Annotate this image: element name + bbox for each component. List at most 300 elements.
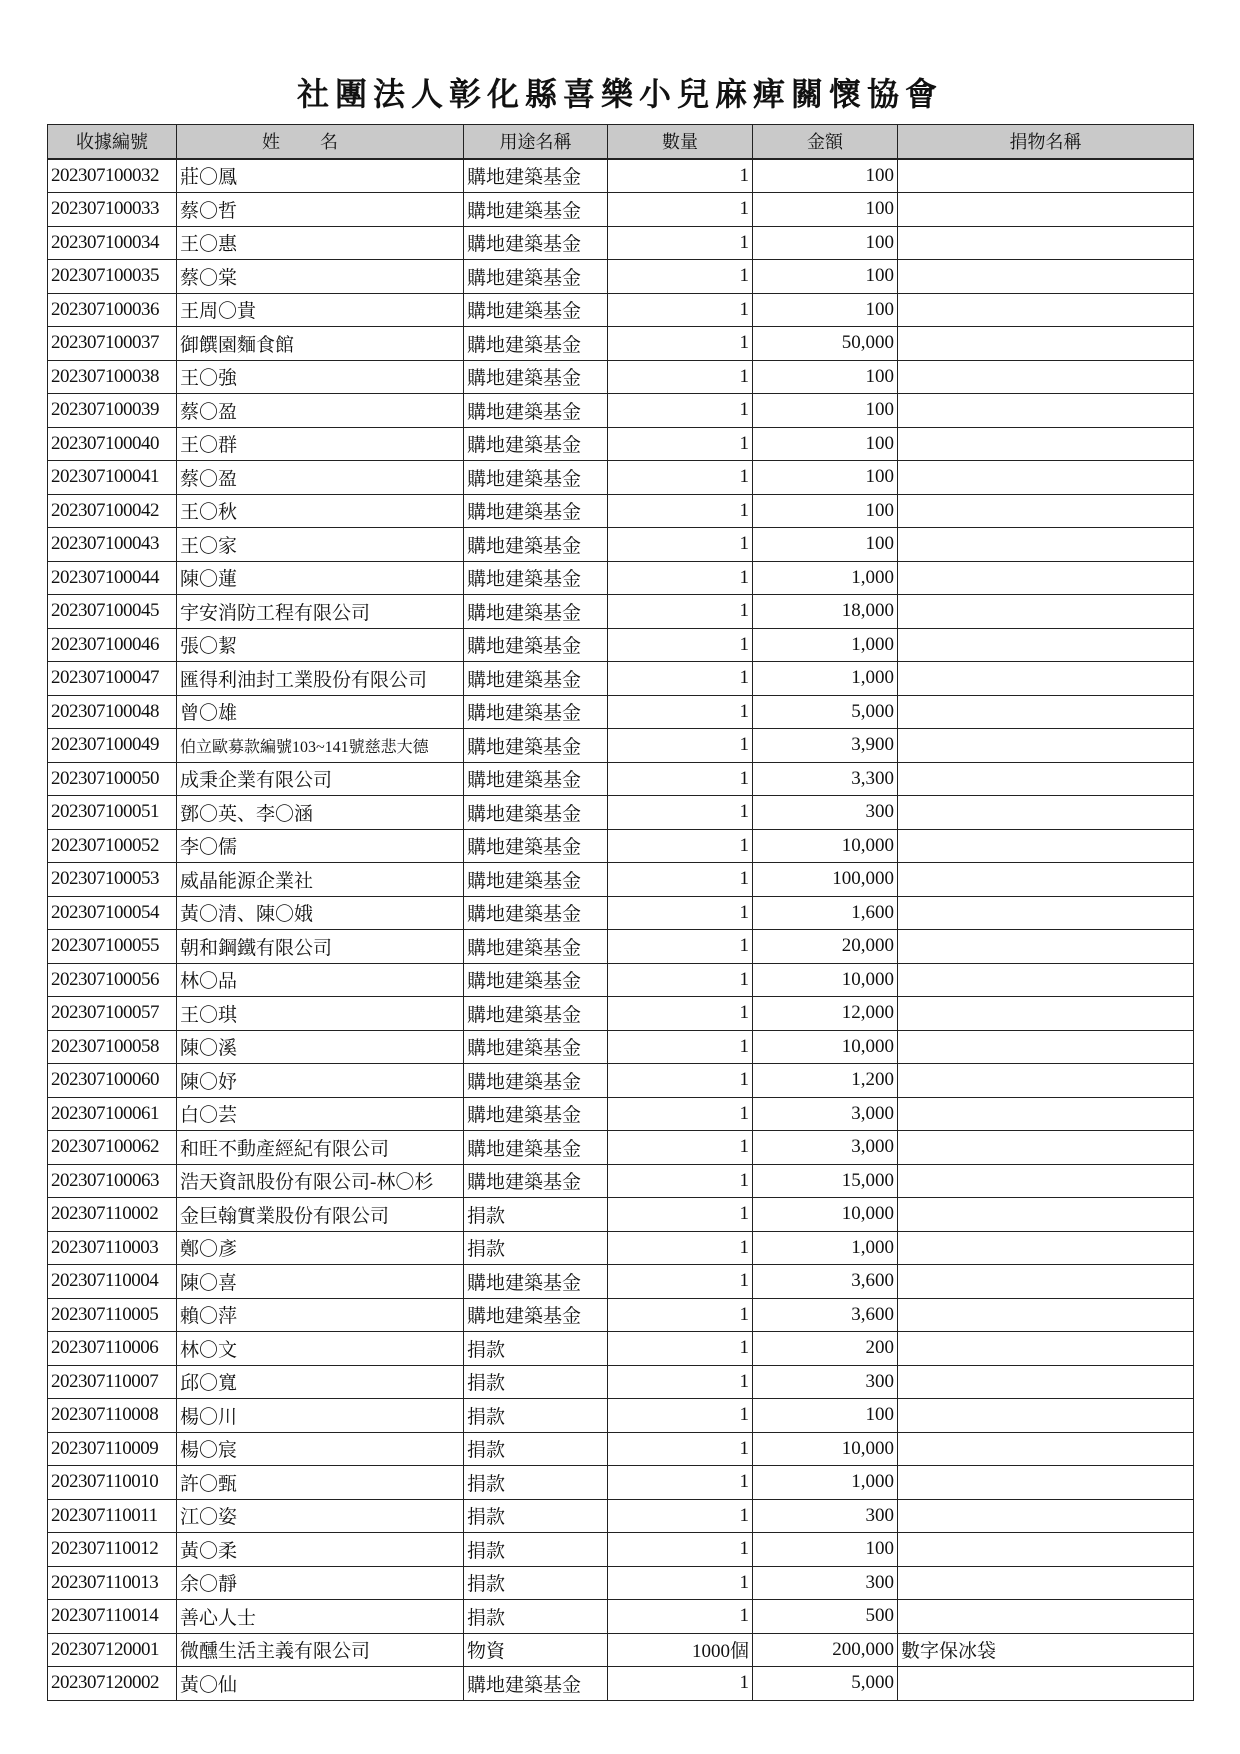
table-row [48, 1432, 1194, 1466]
table-row [48, 427, 1194, 461]
amount-cell: 5,000 [753, 695, 898, 729]
table-row [48, 628, 1194, 662]
quantity-cell: 1 [608, 1399, 753, 1433]
donor-name-cell: 白〇芸 [177, 1097, 464, 1131]
donor-name-cell: 楊〇川 [177, 1399, 464, 1433]
item-name-cell [898, 561, 1194, 595]
item-name-cell [898, 695, 1194, 729]
quantity-cell: 1 [608, 829, 753, 863]
donor-name-cell: 莊〇鳳 [177, 159, 464, 193]
item-name-cell: 數字保冰袋 [898, 1633, 1194, 1667]
table-row [48, 1466, 1194, 1500]
amount-cell: 12,000 [753, 997, 898, 1031]
item-name-cell [898, 829, 1194, 863]
table-row [48, 1332, 1194, 1366]
item-name-cell [898, 1533, 1194, 1567]
item-name-cell [898, 729, 1194, 763]
quantity-cell: 1 [608, 293, 753, 327]
donor-name-cell: 王〇秋 [177, 494, 464, 528]
donor-name-cell: 余〇靜 [177, 1566, 464, 1600]
quantity-cell: 1 [608, 695, 753, 729]
receipt-no-cell: 202307100056 [48, 963, 177, 997]
receipt-no-cell: 202307100058 [48, 1030, 177, 1064]
receipt-no-cell: 202307100052 [48, 829, 177, 863]
item-name-cell [898, 260, 1194, 294]
item-name-cell [898, 1265, 1194, 1299]
donor-name-cell: 黃〇清、陳〇娥 [177, 896, 464, 930]
quantity-cell: 1 [608, 1164, 753, 1198]
receipt-no-cell: 202307100038 [48, 360, 177, 394]
amount-cell: 1,000 [753, 662, 898, 696]
table-row [48, 1566, 1194, 1600]
table-header-row [48, 125, 1194, 159]
item-name-cell [898, 1198, 1194, 1232]
item-name-cell [898, 1131, 1194, 1165]
amount-cell: 100 [753, 226, 898, 260]
table-row [48, 494, 1194, 528]
table-row [48, 260, 1194, 294]
quantity-cell: 1 [608, 494, 753, 528]
item-name-cell [898, 528, 1194, 562]
donor-name-cell: 和旺不動產經紀有限公司 [177, 1131, 464, 1165]
receipt-no-cell: 202307100033 [48, 193, 177, 227]
header-purpose: 用途名稱 [464, 125, 608, 159]
item-name-cell [898, 1432, 1194, 1466]
table-row [48, 159, 1194, 193]
donor-name-cell: 楊〇宸 [177, 1432, 464, 1466]
table-row [48, 1365, 1194, 1399]
purpose-cell: 購地建築基金 [464, 729, 608, 763]
header-amount: 金額 [753, 125, 898, 159]
donor-name-cell: 林〇文 [177, 1332, 464, 1366]
donor-name-cell: 成秉企業有限公司 [177, 762, 464, 796]
receipt-no-cell: 202307110010 [48, 1466, 177, 1500]
table-body [48, 159, 1194, 1701]
quantity-cell: 1 [608, 360, 753, 394]
item-name-cell [898, 494, 1194, 528]
donor-name-cell: 御饌園麵食館 [177, 327, 464, 361]
item-name-cell [898, 1600, 1194, 1634]
receipt-no-cell: 202307100051 [48, 796, 177, 830]
receipt-no-cell: 202307100036 [48, 293, 177, 327]
purpose-cell: 購地建築基金 [464, 528, 608, 562]
receipt-no-cell: 202307110013 [48, 1566, 177, 1600]
amount-cell: 10,000 [753, 1030, 898, 1064]
donor-name-cell: 蔡〇盈 [177, 394, 464, 428]
donation-table [47, 124, 1194, 1701]
amount-cell: 18,000 [753, 595, 898, 629]
receipt-no-cell: 202307110002 [48, 1198, 177, 1232]
quantity-cell: 1 [608, 1030, 753, 1064]
receipt-no-cell: 202307100062 [48, 1131, 177, 1165]
receipt-no-cell: 202307100061 [48, 1097, 177, 1131]
receipt-no-cell: 202307120002 [48, 1667, 177, 1701]
purpose-cell: 購地建築基金 [464, 896, 608, 930]
receipt-no-cell: 202307100044 [48, 561, 177, 595]
item-name-cell [898, 963, 1194, 997]
purpose-cell: 捐款 [464, 1499, 608, 1533]
purpose-cell: 購地建築基金 [464, 1131, 608, 1165]
table-row [48, 1499, 1194, 1533]
amount-cell: 100 [753, 1533, 898, 1567]
receipt-no-cell: 202307100035 [48, 260, 177, 294]
quantity-cell: 1 [608, 1131, 753, 1165]
quantity-cell: 1 [608, 963, 753, 997]
quantity-cell: 1 [608, 427, 753, 461]
table-row [48, 561, 1194, 595]
donor-name-cell: 蔡〇盈 [177, 461, 464, 495]
item-name-cell [898, 1365, 1194, 1399]
quantity-cell: 1 [608, 1097, 753, 1131]
item-name-cell [898, 863, 1194, 897]
purpose-cell: 購地建築基金 [464, 193, 608, 227]
purpose-cell: 購地建築基金 [464, 662, 608, 696]
donor-name-cell: 賴〇萍 [177, 1298, 464, 1332]
receipt-no-cell: 202307110008 [48, 1399, 177, 1433]
donor-name-cell: 陳〇溪 [177, 1030, 464, 1064]
quantity-cell: 1 [608, 595, 753, 629]
amount-cell: 100 [753, 528, 898, 562]
receipt-no-cell: 202307100048 [48, 695, 177, 729]
receipt-no-cell: 202307100060 [48, 1064, 177, 1098]
amount-cell: 1,000 [753, 1466, 898, 1500]
table-row [48, 1198, 1194, 1232]
purpose-cell: 捐款 [464, 1600, 608, 1634]
purpose-cell: 捐款 [464, 1332, 608, 1366]
receipt-no-cell: 202307110012 [48, 1533, 177, 1567]
item-name-cell [898, 997, 1194, 1031]
amount-cell: 3,600 [753, 1265, 898, 1299]
donor-name-cell: 王〇琪 [177, 997, 464, 1031]
donor-name-cell: 王〇強 [177, 360, 464, 394]
purpose-cell: 捐款 [464, 1198, 608, 1232]
quantity-cell: 1 [608, 1064, 753, 1098]
item-name-cell [898, 796, 1194, 830]
donor-name-cell: 蔡〇哲 [177, 193, 464, 227]
purpose-cell: 捐款 [464, 1399, 608, 1433]
donor-name-cell: 李〇儒 [177, 829, 464, 863]
receipt-no-cell: 202307100043 [48, 528, 177, 562]
amount-cell: 200,000 [753, 1633, 898, 1667]
purpose-cell: 購地建築基金 [464, 494, 608, 528]
item-name-cell [898, 628, 1194, 662]
item-name-cell [898, 193, 1194, 227]
amount-cell: 3,000 [753, 1131, 898, 1165]
table-row [48, 1131, 1194, 1165]
donor-name-cell: 張〇絜 [177, 628, 464, 662]
receipt-no-cell: 202307110005 [48, 1298, 177, 1332]
quantity-cell: 1 [608, 896, 753, 930]
receipt-no-cell: 202307110009 [48, 1432, 177, 1466]
purpose-cell: 購地建築基金 [464, 628, 608, 662]
donor-name-cell: 浩天資訊股份有限公司-林〇杉 [177, 1164, 464, 1198]
table-row [48, 796, 1194, 830]
receipt-no-cell: 202307100040 [48, 427, 177, 461]
purpose-cell: 捐款 [464, 1533, 608, 1567]
quantity-cell: 1 [608, 729, 753, 763]
purpose-cell: 購地建築基金 [464, 829, 608, 863]
donor-name-cell: 伯立歐募款編號103~141號慈悲大德 [177, 729, 464, 763]
amount-cell: 1,600 [753, 896, 898, 930]
amount-cell: 50,000 [753, 327, 898, 361]
receipt-no-cell: 202307100047 [48, 662, 177, 696]
receipt-no-cell: 202307100039 [48, 394, 177, 428]
header-item-name: 捐物名稱 [898, 125, 1194, 159]
receipt-no-cell: 202307110004 [48, 1265, 177, 1299]
donor-name-cell: 微醺生活主義有限公司 [177, 1633, 464, 1667]
table-row [48, 762, 1194, 796]
table-row [48, 528, 1194, 562]
item-name-cell [898, 1332, 1194, 1366]
purpose-cell: 購地建築基金 [464, 1064, 608, 1098]
amount-cell: 100 [753, 293, 898, 327]
receipt-no-cell: 202307110011 [48, 1499, 177, 1533]
table-row [48, 293, 1194, 327]
item-name-cell [898, 1399, 1194, 1433]
quantity-cell: 1 [608, 260, 753, 294]
item-name-cell [898, 762, 1194, 796]
table-row [48, 226, 1194, 260]
purpose-cell: 購地建築基金 [464, 1667, 608, 1701]
donor-name-cell: 陳〇蓮 [177, 561, 464, 595]
item-name-cell [898, 595, 1194, 629]
table-row [48, 1064, 1194, 1098]
quantity-cell: 1 [608, 394, 753, 428]
donor-name-cell: 王〇家 [177, 528, 464, 562]
item-name-cell [898, 896, 1194, 930]
header-quantity: 數量 [608, 125, 753, 159]
table-row [48, 1533, 1194, 1567]
amount-cell: 100 [753, 394, 898, 428]
purpose-cell: 購地建築基金 [464, 1164, 608, 1198]
item-name-cell [898, 226, 1194, 260]
receipt-no-cell: 202307110007 [48, 1365, 177, 1399]
quantity-cell: 1 [608, 1231, 753, 1265]
donor-name-cell: 王〇惠 [177, 226, 464, 260]
amount-cell: 300 [753, 1499, 898, 1533]
table-row [48, 1164, 1194, 1198]
receipt-no-cell: 202307100055 [48, 930, 177, 964]
item-name-cell [898, 394, 1194, 428]
receipt-no-cell: 202307100049 [48, 729, 177, 763]
purpose-cell: 購地建築基金 [464, 394, 608, 428]
amount-cell: 1,000 [753, 628, 898, 662]
table-row [48, 595, 1194, 629]
receipt-no-cell: 202307100041 [48, 461, 177, 495]
table-row [48, 829, 1194, 863]
purpose-cell: 購地建築基金 [464, 595, 608, 629]
quantity-cell: 1 [608, 1265, 753, 1299]
quantity-cell: 1 [608, 1600, 753, 1634]
amount-cell: 300 [753, 1365, 898, 1399]
quantity-cell: 1 [608, 796, 753, 830]
purpose-cell: 購地建築基金 [464, 796, 608, 830]
donor-name-cell: 金巨翰實業股份有限公司 [177, 1198, 464, 1232]
purpose-cell: 物資 [464, 1633, 608, 1667]
table-row [48, 695, 1194, 729]
purpose-cell: 購地建築基金 [464, 260, 608, 294]
table-row [48, 1600, 1194, 1634]
quantity-cell: 1 [608, 1566, 753, 1600]
amount-cell: 20,000 [753, 930, 898, 964]
item-name-cell [898, 293, 1194, 327]
receipt-no-cell: 202307100045 [48, 595, 177, 629]
amount-cell: 10,000 [753, 829, 898, 863]
quantity-cell: 1 [608, 1332, 753, 1366]
receipt-no-cell: 202307100054 [48, 896, 177, 930]
item-name-cell [898, 1164, 1194, 1198]
purpose-cell: 購地建築基金 [464, 561, 608, 595]
item-name-cell [898, 1466, 1194, 1500]
amount-cell: 10,000 [753, 963, 898, 997]
receipt-no-cell: 202307100046 [48, 628, 177, 662]
purpose-cell: 捐款 [464, 1365, 608, 1399]
item-name-cell [898, 1030, 1194, 1064]
quantity-cell: 1 [608, 930, 753, 964]
quantity-cell: 1 [608, 662, 753, 696]
amount-cell: 100 [753, 360, 898, 394]
item-name-cell [898, 461, 1194, 495]
item-name-cell [898, 1566, 1194, 1600]
quantity-cell: 1 [608, 628, 753, 662]
item-name-cell [898, 327, 1194, 361]
donor-name-cell: 黃〇仙 [177, 1667, 464, 1701]
table-row [48, 963, 1194, 997]
receipt-no-cell: 202307120001 [48, 1633, 177, 1667]
table-row [48, 896, 1194, 930]
quantity-cell: 1000個 [608, 1633, 753, 1667]
table-row [48, 729, 1194, 763]
purpose-cell: 購地建築基金 [464, 930, 608, 964]
table-row [48, 1633, 1194, 1667]
item-name-cell [898, 427, 1194, 461]
item-name-cell [898, 360, 1194, 394]
table-row [48, 1030, 1194, 1064]
quantity-cell: 1 [608, 159, 753, 193]
amount-cell: 100 [753, 427, 898, 461]
quantity-cell: 1 [608, 762, 753, 796]
quantity-cell: 1 [608, 1298, 753, 1332]
quantity-cell: 1 [608, 1499, 753, 1533]
purpose-cell: 購地建築基金 [464, 762, 608, 796]
quantity-cell: 1 [608, 1365, 753, 1399]
receipt-no-cell: 202307100057 [48, 997, 177, 1031]
table-row [48, 662, 1194, 696]
item-name-cell [898, 1499, 1194, 1533]
table-row [48, 394, 1194, 428]
purpose-cell: 捐款 [464, 1432, 608, 1466]
table-row [48, 1399, 1194, 1433]
donor-name-cell: 王周〇貴 [177, 293, 464, 327]
purpose-cell: 購地建築基金 [464, 461, 608, 495]
receipt-no-cell: 202307100063 [48, 1164, 177, 1198]
donor-name-cell: 鄧〇英、李〇涵 [177, 796, 464, 830]
purpose-cell: 購地建築基金 [464, 427, 608, 461]
receipt-no-cell: 202307100034 [48, 226, 177, 260]
quantity-cell: 1 [608, 1667, 753, 1701]
purpose-cell: 購地建築基金 [464, 360, 608, 394]
receipt-no-cell: 202307100037 [48, 327, 177, 361]
donor-name-cell: 林〇品 [177, 963, 464, 997]
receipt-no-cell: 202307100042 [48, 494, 177, 528]
donor-name-cell: 曾〇雄 [177, 695, 464, 729]
donor-name-cell: 鄭〇彥 [177, 1231, 464, 1265]
donor-name-cell: 王〇群 [177, 427, 464, 461]
donor-name-cell: 黃〇柔 [177, 1533, 464, 1567]
donor-name-cell: 江〇姿 [177, 1499, 464, 1533]
purpose-cell: 購地建築基金 [464, 963, 608, 997]
purpose-cell: 購地建築基金 [464, 226, 608, 260]
donor-name-cell: 朝和鋼鐵有限公司 [177, 930, 464, 964]
donor-name-cell: 匯得利油封工業股份有限公司 [177, 662, 464, 696]
table-row [48, 1231, 1194, 1265]
item-name-cell [898, 1667, 1194, 1701]
purpose-cell: 購地建築基金 [464, 863, 608, 897]
receipt-no-cell: 202307110006 [48, 1332, 177, 1366]
donor-name-cell: 宇安消防工程有限公司 [177, 595, 464, 629]
receipt-no-cell: 202307100032 [48, 159, 177, 193]
purpose-cell: 購地建築基金 [464, 327, 608, 361]
purpose-cell: 購地建築基金 [464, 997, 608, 1031]
amount-cell: 15,000 [753, 1164, 898, 1198]
amount-cell: 5,000 [753, 1667, 898, 1701]
purpose-cell: 購地建築基金 [464, 1097, 608, 1131]
table-row [48, 1097, 1194, 1131]
donor-name-cell: 蔡〇棠 [177, 260, 464, 294]
quantity-cell: 1 [608, 528, 753, 562]
amount-cell: 100 [753, 461, 898, 495]
receipt-no-cell: 202307110003 [48, 1231, 177, 1265]
table-row [48, 930, 1194, 964]
receipt-no-cell: 202307110014 [48, 1600, 177, 1634]
item-name-cell [898, 662, 1194, 696]
table-row [48, 863, 1194, 897]
amount-cell: 10,000 [753, 1198, 898, 1232]
amount-cell: 10,000 [753, 1432, 898, 1466]
quantity-cell: 1 [608, 863, 753, 897]
donor-name-cell: 善心人士 [177, 1600, 464, 1634]
purpose-cell: 捐款 [464, 1466, 608, 1500]
amount-cell: 3,900 [753, 729, 898, 763]
amount-cell: 1,200 [753, 1064, 898, 1098]
header-receipt-no: 收據編號 [48, 125, 177, 159]
amount-cell: 100 [753, 1399, 898, 1433]
amount-cell: 100 [753, 260, 898, 294]
quantity-cell: 1 [608, 561, 753, 595]
donor-name-cell: 許〇甄 [177, 1466, 464, 1500]
table-row [48, 360, 1194, 394]
receipt-no-cell: 202307100050 [48, 762, 177, 796]
amount-cell: 100,000 [753, 863, 898, 897]
donor-name-cell: 陳〇妤 [177, 1064, 464, 1098]
amount-cell: 500 [753, 1600, 898, 1634]
amount-cell: 100 [753, 159, 898, 193]
header-name: 姓名 [177, 125, 464, 159]
donor-name-cell: 邱〇寬 [177, 1365, 464, 1399]
amount-cell: 200 [753, 1332, 898, 1366]
quantity-cell: 1 [608, 1533, 753, 1567]
table-row [48, 1298, 1194, 1332]
amount-cell: 3,000 [753, 1097, 898, 1131]
item-name-cell [898, 1298, 1194, 1332]
purpose-cell: 購地建築基金 [464, 695, 608, 729]
amount-cell: 1,000 [753, 1231, 898, 1265]
table-row [48, 1667, 1194, 1701]
quantity-cell: 1 [608, 1198, 753, 1232]
table-row [48, 997, 1194, 1031]
table-row [48, 327, 1194, 361]
quantity-cell: 1 [608, 1432, 753, 1466]
